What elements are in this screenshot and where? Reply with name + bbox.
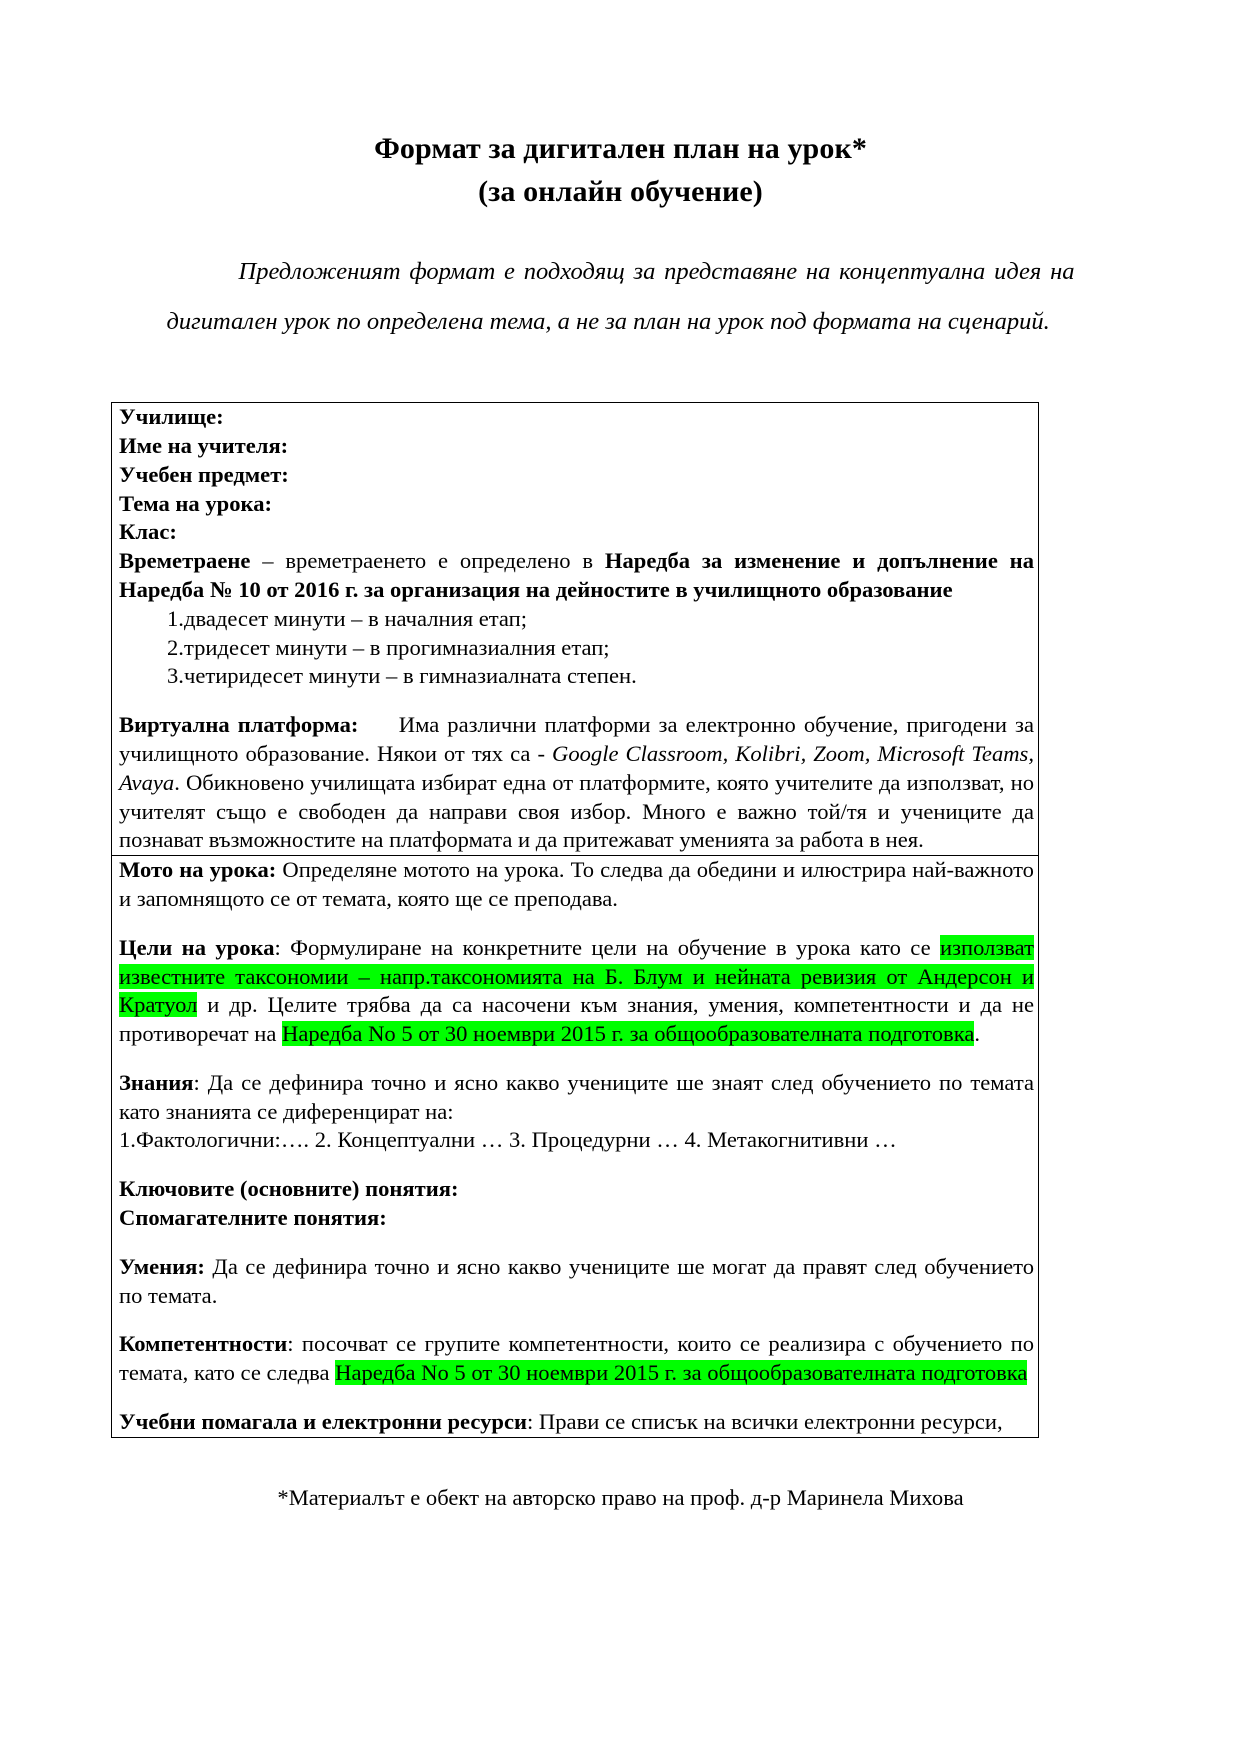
skills-label: Умения: (119, 1253, 205, 1279)
skills-text: Да се дефинира точно и ясно какво учениците ше могат да правят след обучението по темата. (119, 1253, 1034, 1308)
duration-list (119, 605, 1034, 691)
goals-highlight-regulation: Наредба No 5 от 30 ноември 2015 г. за общообразователната подготовка (282, 1021, 975, 1047)
goals-highlight-taxonomies: използват известните таксономии – напр.таксономията на Б. Блум и нейната ревизия от Андерсон и Кратуол (119, 934, 1034, 1018)
knowledge-paragraph (119, 1069, 1034, 1127)
list-item (167, 634, 1034, 663)
field-school: Училище: (119, 404, 224, 430)
motto-label: Мото на урока: (119, 857, 277, 883)
spacer (119, 914, 1034, 934)
list-item-number: 2. (167, 634, 184, 660)
goals-text-2: и др. Целите трябва да са насочени към знания, умения, компетентности и да не противоречат на (119, 992, 1034, 1047)
platform-names: Google Classroom, Kolibri, Zoom, Microsoft Teams, Avaya (119, 740, 1035, 795)
motto-text: Определяне мотото на урока. То следва да обедини и илюстрира най-важното и запомнящото се от темата, която ще се преподава. (119, 857, 1034, 911)
spacer (119, 1233, 1034, 1253)
resources-text: : Прави се списък на всички електронни ресурси, (527, 1409, 1003, 1435)
page-title (0, 0, 1241, 213)
competences-label: Компетентности (119, 1331, 288, 1357)
aux-concepts-label: Спомагателните понятия: (119, 1205, 387, 1231)
platform-label: Виртуална платформа: (119, 712, 359, 738)
table-row (112, 856, 1039, 1438)
resources-paragraph (119, 1408, 1034, 1437)
spacer (119, 691, 1034, 711)
copyright-footer: *Материалът е обект на авторско право на проф. д-р Маринела Михова (277, 1485, 964, 1510)
list-item-number: 1. (167, 605, 184, 631)
duration-text: – времетраенето е определено в (250, 548, 605, 574)
competences-text-1: : посочват се групите компетентности, които се реализира с обучението по темата, като се следва (119, 1331, 1034, 1386)
duration-regulation: Наредба за изменение и допълнение на Наредба № 10 от 2016 г. за организация на дейностите в училищното образование (119, 548, 1034, 602)
knowledge-types: 1.Фактологични:…. 2. Концептуални … 3. Процедурни … 4. Метакогнитивни … (119, 1127, 897, 1153)
list-item (167, 662, 1034, 691)
competences-highlight-regulation: Наредба No 5 от 30 ноември 2015 г. за общообразователната подготовка (335, 1360, 1028, 1386)
motto-paragraph (119, 856, 1034, 914)
title-line-2: (за онлайн обучение) (478, 174, 763, 208)
lesson-plan-table (111, 402, 1039, 1438)
goals-label: Цели на урока (119, 934, 275, 960)
list-item (167, 605, 1034, 634)
list-item-label: двадесет минути – в началния етап; (183, 605, 528, 631)
spacer (119, 1049, 1034, 1069)
spacer (119, 1155, 1034, 1175)
spacer (119, 1388, 1034, 1408)
title-line-1: Формат за дигитален план на урок* (374, 132, 867, 165)
duration-paragraph (119, 547, 1034, 605)
platform-text-2: . Обикновено училищата избират една от платформите, която учителите да използват, но учителят също е свободен да направи своя избор. Много е важно той/тя и учениците да познават възможностите на платформата и да притежават уменията за работа в нея. (119, 769, 1034, 853)
goals-text-1: : Формулиране на конкретните цели на обучение в урока като се (274, 934, 940, 960)
competences-paragraph (119, 1330, 1034, 1388)
field-lesson-topic: Тема на урока: (119, 490, 273, 516)
key-concepts-label: Ключовите (основните) понятия: (119, 1176, 459, 1202)
goals-text-3: . (974, 1021, 981, 1047)
list-item-number: 3. (167, 663, 184, 689)
general-info-cell (112, 403, 1039, 856)
field-teacher-name: Име на учителя: (119, 432, 289, 458)
list-item-label: тридесет минути – в прогимназиалния етап; (183, 634, 610, 660)
resources-label: Учебни помагала и електронни ресурси (119, 1409, 527, 1435)
table-row (112, 403, 1039, 856)
goals-paragraph (119, 934, 1034, 1049)
skills-paragraph (119, 1253, 1034, 1311)
spacer (119, 1310, 1034, 1330)
field-class: Клас: (119, 519, 177, 545)
knowledge-text: : Да се дефинира точно и ясно какво учениците ше знаят след обучението по темата като знанията се диференцират на: (119, 1069, 1034, 1124)
list-item-label: четиридесет минути – в гимназиалната степен. (183, 663, 637, 689)
platform-paragraph (119, 711, 1034, 855)
intro-paragraph: Предложеният формат е подходящ за представяне на концептуална идея на дигитален урок по определена тема, а не за план на урок под формата на сценарий. (166, 258, 1075, 335)
field-subject: Учебен предмет: (119, 461, 289, 487)
knowledge-label: Знания (119, 1069, 194, 1095)
duration-label: Времетраене (119, 548, 251, 574)
lesson-content-cell (112, 856, 1039, 1438)
platform-text-1: Има различни платформи за електронно обучение, пригодени за училищното образование. Някои от тях са - (119, 712, 1034, 766)
